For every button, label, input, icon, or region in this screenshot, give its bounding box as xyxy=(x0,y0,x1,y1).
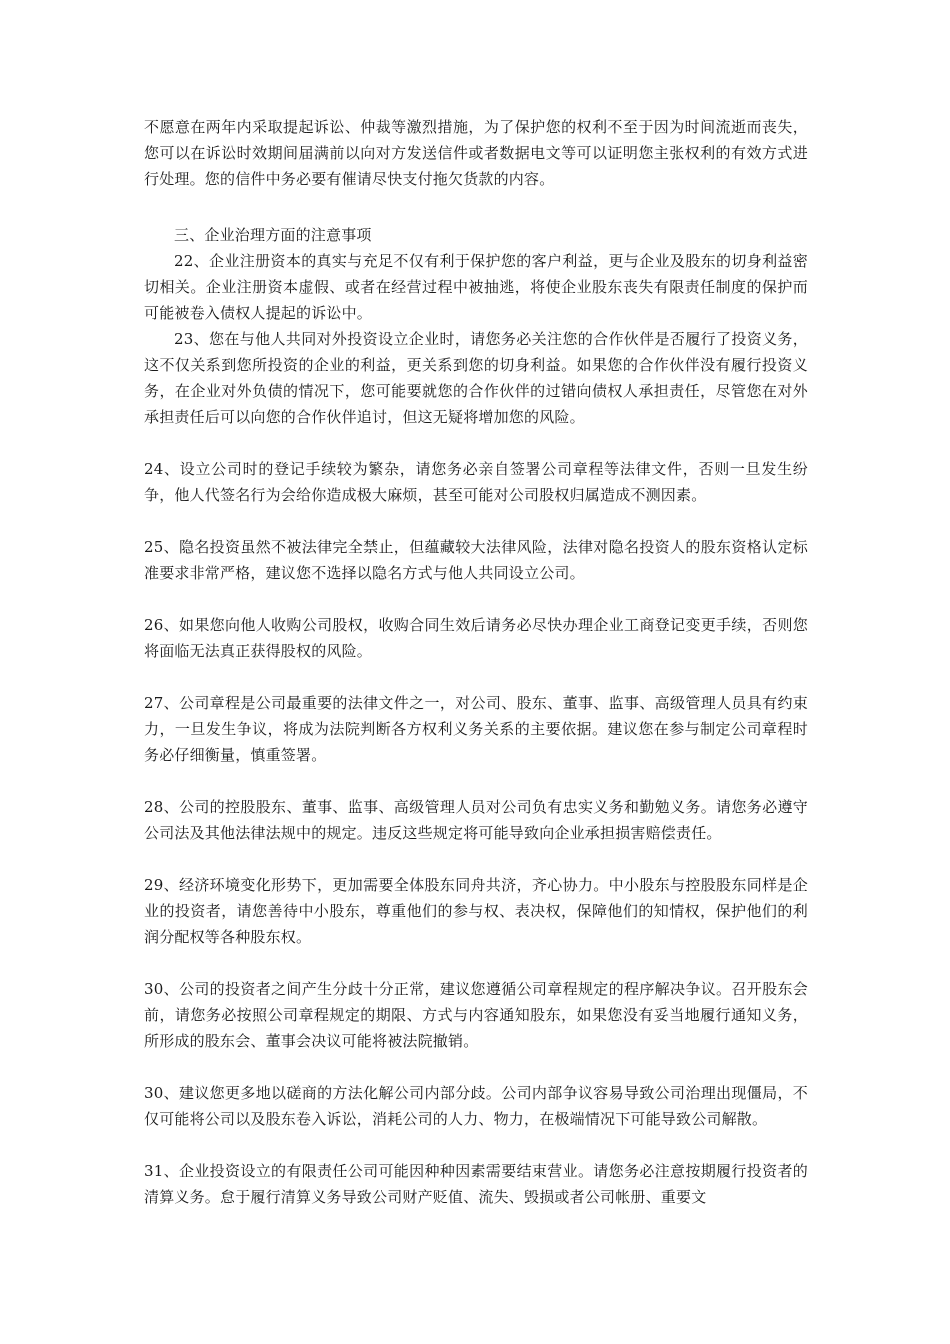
paragraph-item-31: 31、企业投资设立的有限责任公司可能因种种因素需要结束营业。请您务必注意按期履行投资者的清算义务。怠于履行清算义务导致公司财产贬值、流失、毁损或者公司帐册、重要文 xyxy=(144,1162,808,1206)
document-page xyxy=(144,114,808,1210)
section-heading-corporate-governance: 三、企业治理方面的注意事项 xyxy=(174,226,372,244)
paragraph-item-23: 23、您在与他人共同对外投资设立企业时，请您务必关注您的合作伙伴是否履行了投资义务，这不仅关系到您所投资的企业的利益，更关系到您的切身利益。如果您的合作伙伴没有履行投资义务，在企业对外负债的情况下，您可能要就您的合作伙伴的过错向债权人承担责任，尽管您在对外承担责任后可以向您的合作伙伴追讨，但这无疑将增加您的风险。 xyxy=(144,330,808,426)
paragraph-item-26: 26、如果您向他人收购公司股权，收购合同生效后请务必尽快办理企业工商登记变更手续，否则您将面临无法真正获得股权的风险。 xyxy=(144,616,808,660)
paragraph-item-27: 27、公司章程是公司最重要的法律文件之一，对公司、股东、董事、监事、高级管理人员具有约束力，一旦发生争议，将成为法院判断各方权利义务关系的主要依据。建议您在参与制定公司章程时务必仔细衡量，慎重签署。 xyxy=(144,694,808,764)
paragraph-item-24: 24、设立公司时的登记手续较为繁杂，请您务必亲自签署公司章程等法律文件，否则一旦发生纷争，他人代签名行为会给你造成极大麻烦，甚至可能对公司股权归属造成不测因素。 xyxy=(144,460,808,504)
paragraph-item-28: 28、公司的控股股东、董事、监事、高级管理人员对公司负有忠实义务和勤勉义务。请您务必遵守公司法及其他法律法规中的规定。违反这些规定将可能导致向企业承担损害赔偿责任。 xyxy=(144,798,808,842)
paragraph-item-22: 22、企业注册资本的真实与充足不仅有利于保护您的客户利益，更与企业及股东的切身利益密切相关。企业注册资本虚假、或者在经营过程中被抽逃，将使企业股东丧失有限责任制度的保护而可能被卷入债权人提起的诉讼中。 xyxy=(144,252,808,322)
paragraph-statute-limitation-continued: 不愿意在两年内采取提起诉讼、仲裁等激烈措施，为了保护您的权利不至于因为时间流逝而丧失，您可以在诉讼时效期间届满前以向对方发送信件或者数据电文等可以证明您主张权利的有效方式进行处理。您的信件中务必要有催请尽快支付拖欠货款的内容。 xyxy=(144,118,808,188)
paragraph-item-30a: 30、公司的投资者之间产生分歧十分正常，建议您遵循公司章程规定的程序解决争议。召开股东会前，请您务必按照公司章程规定的期限、方式与内容通知股东，如果您没有妥当地履行通知义务，所形成的股东会、董事会决议可能将被法院撤销。 xyxy=(144,980,808,1050)
paragraph-item-30b: 30、建议您更多地以磋商的方法化解公司内部分歧。公司内部争议容易导致公司治理出现僵局，不仅可能将公司以及股东卷入诉讼，消耗公司的人力、物力，在极端情况下可能导致公司解散。 xyxy=(144,1084,808,1128)
paragraph-item-29: 29、经济环境变化形势下，更加需要全体股东同舟共济，齐心协力。中小股东与控股股东同样是企业的投资者，请您善待中小股东，尊重他们的参与权、表决权，保障他们的知情权，保护他们的利润分配权等各种股东权。 xyxy=(144,876,808,946)
paragraph-item-25: 25、隐名投资虽然不被法律完全禁止，但蕴藏较大法律风险，法律对隐名投资人的股东资格认定标准要求非常严格，建议您不选择以隐名方式与他人共同设立公司。 xyxy=(144,538,808,582)
